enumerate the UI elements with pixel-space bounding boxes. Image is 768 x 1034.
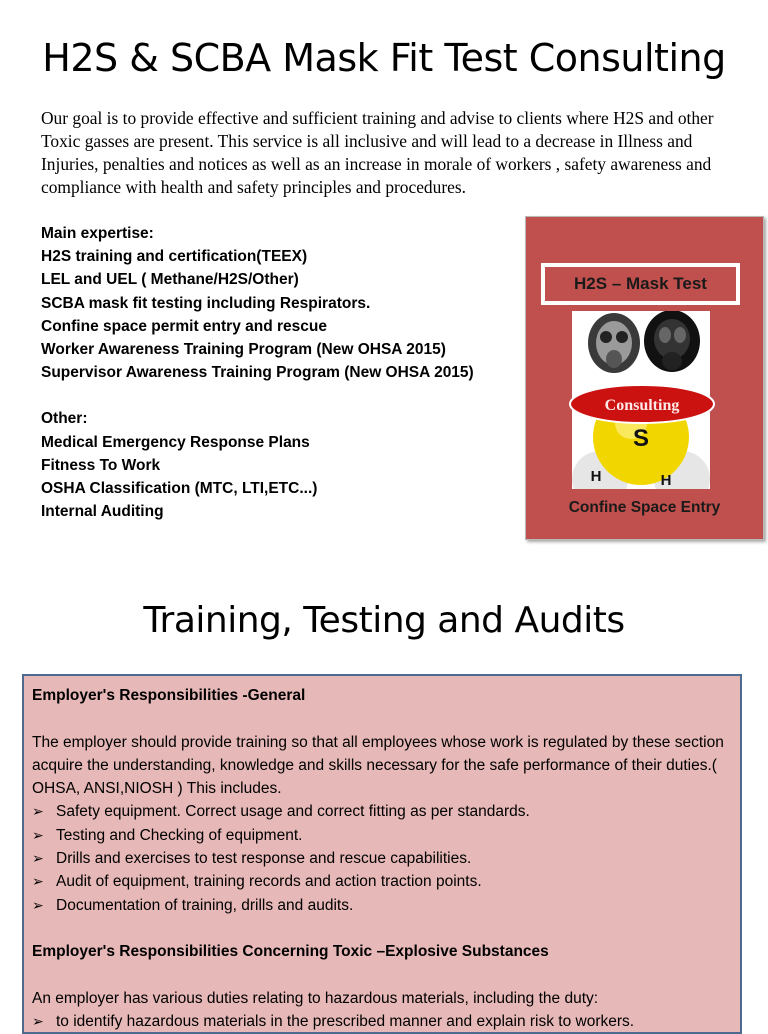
bullet-arrow-icon: ➢ xyxy=(32,873,44,890)
intro-paragraph: Our goal is to provide effective and sufficient training and advise to clients where H2S and other Toxic gasses are present. This service is all inclusive and will lead to a decrease in Illness and Injuries, penalties and notices as well as an increase in morale of workers , safety awareness and compliance with health and safety principles and procedures. xyxy=(41,108,714,197)
sulfur-label: S xyxy=(632,425,650,452)
services-list xyxy=(41,222,511,523)
logo-caption: Confine Space Entry xyxy=(568,499,721,516)
hydrogen-label: H xyxy=(590,468,602,485)
main-expertise-heading: Main expertise: xyxy=(41,225,154,242)
bullet-arrow-icon: ➢ xyxy=(32,850,44,867)
list-item xyxy=(32,1010,732,1033)
expertise-item: Confine space permit entry and rescue xyxy=(41,317,327,335)
expertise-item: LEL and UEL ( Methane/H2S/Other) xyxy=(41,271,299,289)
toxic-paragraph: An employer has various duties relating to hazardous materials, including the duty: xyxy=(32,989,599,1007)
consulting-label: Consulting xyxy=(604,397,680,414)
other-heading: Other: xyxy=(41,410,88,428)
responsibilities-box xyxy=(22,674,742,1034)
other-item: Internal Auditing xyxy=(41,503,164,521)
logo-title: H2S – Mask Test xyxy=(541,263,740,305)
bullet-text: Audit of equipment, training records and action traction points. xyxy=(56,873,482,891)
expertise-item: Worker Awareness Training Program (New OHSA 2015) xyxy=(41,341,446,359)
list-item xyxy=(32,824,732,847)
other-item: Fitness To Work xyxy=(41,456,161,474)
section-title: Training, Testing and Audits xyxy=(143,600,625,641)
expertise-item: Supervisor Awareness Training Program (New OHSA 2015) xyxy=(41,364,474,382)
expertise-item: H2S training and certification(TEEX) xyxy=(41,248,308,266)
bullet-text: Testing and Checking of equipment. xyxy=(56,826,303,844)
gas-mask-icon xyxy=(588,311,700,373)
bullet-text: Safety equipment. Correct usage and correct fitting as per standards. xyxy=(56,803,530,821)
bullet-arrow-icon: ➢ xyxy=(32,896,44,913)
expertise-item: SCBA mask fit testing including Respirators. xyxy=(41,294,371,312)
consulting-oval xyxy=(568,383,716,425)
bullet-arrow-icon: ➢ xyxy=(32,1013,44,1030)
list-item xyxy=(32,870,732,893)
other-item: OSHA Classification (MTC, LTI,ETC...) xyxy=(41,480,318,498)
bullet-text: Documentation of training, drills and audits. xyxy=(56,896,354,914)
list-item xyxy=(32,800,732,823)
general-paragraph: The employer should provide training so that all employees whose work is regulated by these section acquire the understanding, knowledge and skills necessary for the safe performance of their duties.( OHSA, ANSI,NIOSH ) This includes. xyxy=(32,733,724,798)
bullet-arrow-icon: ➢ xyxy=(32,826,44,843)
general-heading: Employer's Responsibilities -General xyxy=(32,687,306,704)
bullet-text: to identify hazardous materials in the prescribed manner and explain risk to workers. xyxy=(56,1013,635,1031)
company-logo xyxy=(525,216,764,540)
list-item xyxy=(32,847,732,870)
list-item xyxy=(32,894,732,917)
hydrogen-label: H xyxy=(660,472,672,489)
bullet-arrow-icon: ➢ xyxy=(32,803,44,820)
bullet-text: Drills and exercises to test response and rescue capabilities. xyxy=(56,850,472,868)
page-title: H2S & SCBA Mask Fit Test Consulting xyxy=(42,36,726,80)
other-item: Medical Emergency Response Plans xyxy=(41,433,310,451)
toxic-heading: Employer's Responsibilities Concerning Toxic –Explosive Substances xyxy=(32,943,549,961)
